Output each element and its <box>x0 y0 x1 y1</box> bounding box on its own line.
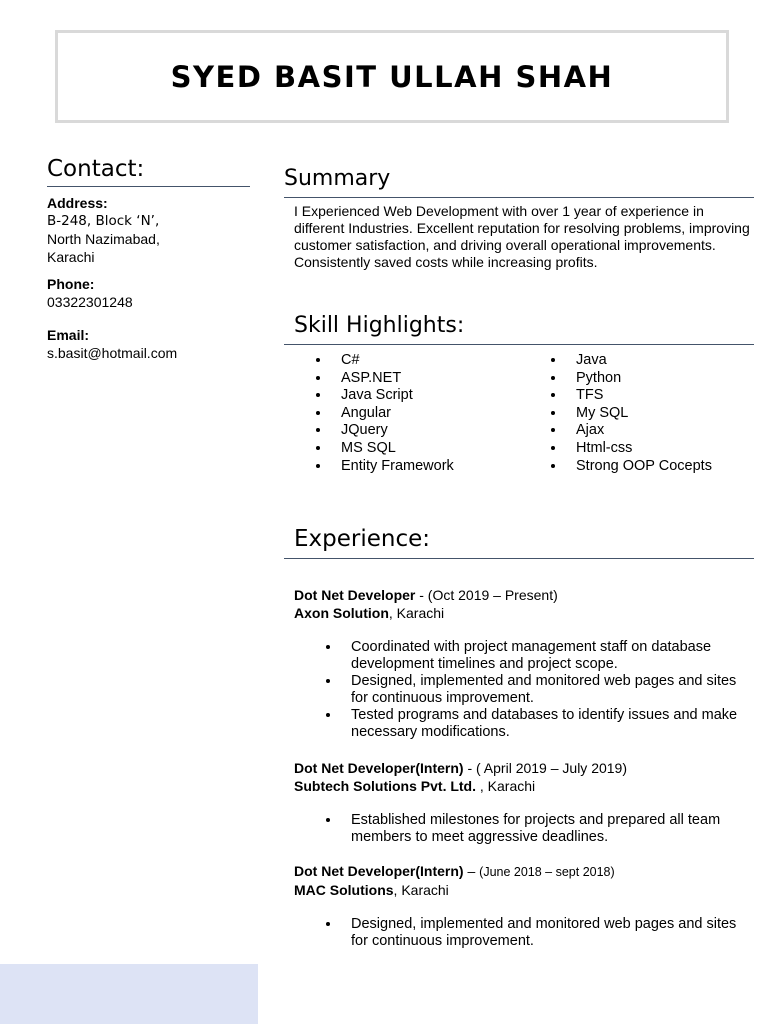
job-bullet: • Designed, implemented and monitored web pages and sites for continuous improvement. <box>341 916 754 950</box>
job-bullet: • Tested programs and databases to identify issues and make necessary modifications. <box>341 707 754 741</box>
skill-item: • Java Script <box>331 387 519 405</box>
summary-text: I Experienced Web Development with over 1 year of experience in different Industries. Excellent reputation for resolving problems, improving customer satisfaction, and driving overall operational improvements. Consistently saved costs while increasing profits. <box>294 203 750 270</box>
skills-list-right <box>519 352 754 475</box>
skill-item: • C# <box>331 352 519 370</box>
job-title: Dot Net Developer(Intern) <box>294 863 464 879</box>
job-bullets <box>294 639 754 741</box>
job-company: MAC Solutions <box>294 882 394 898</box>
skill-item: • Java <box>566 352 754 370</box>
job-title: Dot Net Developer <box>294 587 416 603</box>
job-dates: (June 2018 – sept 2018) <box>479 865 615 879</box>
summary-heading: Summary <box>284 166 754 198</box>
experience-jobs <box>284 586 754 950</box>
skills-grid <box>284 352 754 475</box>
phone-value: 03322301248 <box>47 294 133 310</box>
job-entry <box>294 862 754 950</box>
skill-item: • Entity Framework <box>331 458 519 476</box>
job-company-line <box>294 604 754 622</box>
contact-column <box>47 156 250 362</box>
skill-item: • Python <box>566 370 754 388</box>
job-bullets <box>294 916 754 950</box>
job-bullet: • Coordinated with project management staff on database development timelines and project scope. <box>341 639 754 673</box>
skill-item: • TFS <box>566 387 754 405</box>
address-line-3: Karachi <box>47 249 95 265</box>
job-bullet: • Established milestones for projects and prepared all team members to meet aggressive deadlines. <box>341 812 754 846</box>
address-line-2: North Nazimabad, <box>47 231 160 247</box>
address-line-1: B-248, Block ‘N’, <box>47 213 160 229</box>
job-title-line <box>294 586 754 604</box>
skill-item: • Strong OOP Cocepts <box>566 458 754 476</box>
job-company: Subtech Solutions Pvt. Ltd. <box>294 778 476 794</box>
skill-item: • Ajax <box>566 422 754 440</box>
experience-section <box>284 526 754 950</box>
skill-item: • Html-css <box>566 440 754 458</box>
summary-section <box>284 166 754 271</box>
phone-label: Phone: <box>47 276 95 292</box>
job-location: , Karachi <box>393 882 449 898</box>
footer-accent-bar <box>0 964 258 1024</box>
skill-item: • Angular <box>331 405 519 423</box>
skills-list-left <box>294 352 519 475</box>
address-label: Address: <box>47 195 108 211</box>
job-dates: - (Oct 2019 – Present) <box>415 587 558 603</box>
email-value: s.basit@hotmail.com <box>47 345 178 361</box>
email-label: Email: <box>47 327 90 343</box>
job-entry <box>294 586 754 759</box>
job-dates-separator: – <box>463 863 480 879</box>
job-bullet: • Designed, implemented and monitored web pages and sites for continuous improvement. <box>341 673 754 707</box>
job-dates: - ( April 2019 – July 2019) <box>463 760 627 776</box>
job-company-line <box>294 777 754 795</box>
name-header-box <box>55 30 729 123</box>
job-title: Dot Net Developer(Intern) <box>294 760 464 776</box>
job-title-line <box>294 759 754 777</box>
job-company: Axon Solution <box>294 605 389 621</box>
job-company-line <box>294 881 754 899</box>
job-location: , Karachi <box>388 605 445 621</box>
skills-section <box>284 313 754 475</box>
skill-item: • JQuery <box>331 422 519 440</box>
experience-heading: Experience: <box>284 526 754 559</box>
job-entry <box>294 759 754 862</box>
job-bullets <box>294 812 754 846</box>
skill-item: • MS SQL <box>331 440 519 458</box>
candidate-name: SYED BASIT ULLAH SHAH <box>170 59 614 94</box>
contact-heading: Contact: <box>47 156 250 187</box>
skill-item: • My SQL <box>566 405 754 423</box>
job-location: , Karachi <box>476 778 536 794</box>
skills-heading: Skill Highlights: <box>284 313 754 345</box>
skill-item: • ASP.NET <box>331 370 519 388</box>
job-title-line <box>294 862 754 881</box>
